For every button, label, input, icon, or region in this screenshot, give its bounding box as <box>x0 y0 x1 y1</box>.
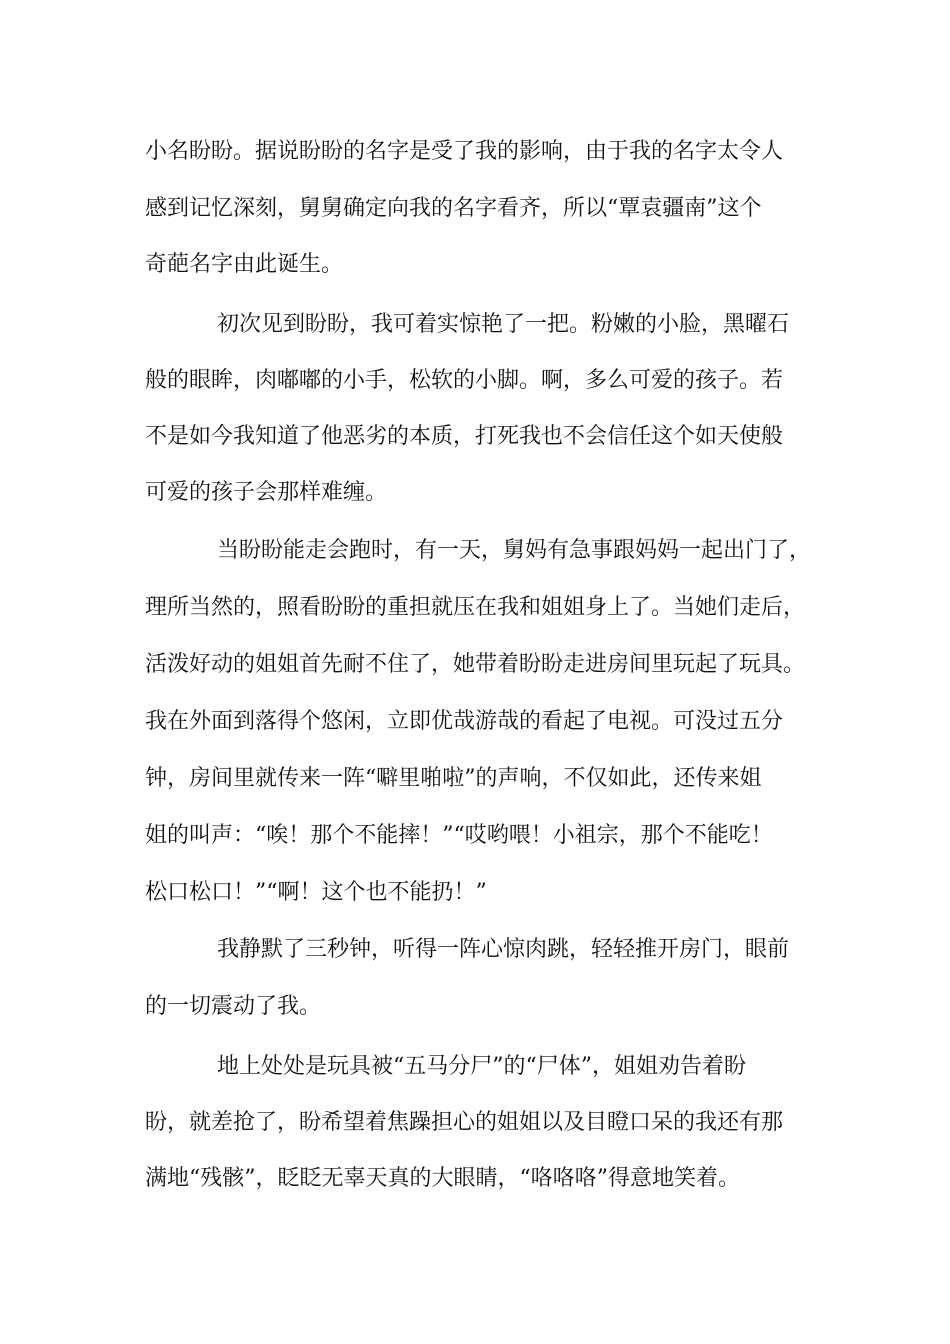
text-line: 理所当然的，照看盼盼的重担就压在我和姐姐身上了。当她们走后， <box>145 595 806 620</box>
text-line: 感到记忆深刻，舅舅确定向我的名字看齐，所以“覃袁疆南”这个 <box>145 196 762 221</box>
text-line: 我在外面到落得个悠闲，立即优哉游哉的看起了电视。可没过五分 <box>145 709 784 734</box>
text-line: 般的眼眸，肉嘟嘟的小手，松软的小脚。啊，多么可爱的孩子。若 <box>145 368 784 393</box>
paragraph-first-line: 初次见到盼盼，我可着实惊艳了一把。粉嫩的小脸，黑曜石 <box>217 312 790 337</box>
text-line: 松口松口！”“啊！这个也不能扔！” <box>145 880 487 905</box>
paragraph-first-line: 当盼盼能走会跑时，有一天，舅妈有急事跟妈妈一起出门了， <box>217 538 812 563</box>
text-line: 姐的叫声：“唉！那个不能摔！”“哎哟喂！小祖宗，那个不能吃！ <box>145 823 773 848</box>
text-line: 小名盼盼。据说盼盼的名字是受了我的影响，由于我的名字太令人 <box>145 139 784 164</box>
text-line: 不是如今我知道了他恶劣的本质，打死我也不会信任这个如天使般 <box>145 424 784 449</box>
text-line: 奇葩名字由此诞生。 <box>145 252 344 277</box>
paragraph-first-line: 地上处处是玩具被“五马分尸”的“尸体”，姐姐劝告着盼 <box>217 1054 746 1079</box>
paragraph-first-line: 我静默了三秒钟，听得一阵心惊肉跳，轻轻推开房门，眼前 <box>217 937 790 962</box>
text-line: 盼，就差抢了，盼希望着焦躁担心的姐姐以及目瞪口呆的我还有那 <box>145 1110 784 1135</box>
text-line: 可爱的孩子会那样难缠。 <box>145 480 388 505</box>
text-line: 的一切震动了我。 <box>145 994 322 1019</box>
text-line: 满地“残骸”，眨眨无辜天真的大眼睛，“咯咯咯”得意地笑着。 <box>145 1166 740 1191</box>
text-line: 钟，房间里就传来一阵“噼里啪啦”的声响，不仅如此，还传来姐 <box>145 766 762 791</box>
text-line: 活泼好动的姐姐首先耐不住了，她带着盼盼走进房间里玩起了玩具。 <box>145 652 806 677</box>
